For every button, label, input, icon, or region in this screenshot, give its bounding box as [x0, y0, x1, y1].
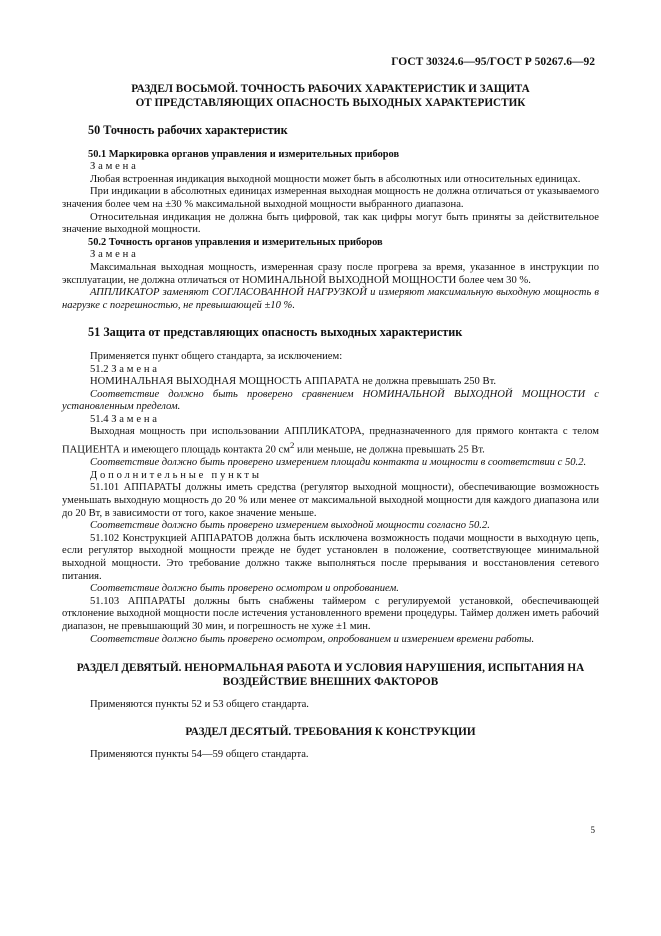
clause-51-2-replacement-label: Замена	[111, 363, 160, 375]
clause-51-4-number: 51.4	[90, 413, 109, 425]
clause-50-1-heading: 50.1 Маркировка органов управления и измерительных приборов	[88, 148, 400, 160]
clause-50-heading: 50 Точность рабочих характеристик	[88, 123, 288, 137]
clause-50-1-paragraph-3: Относительная индикация не должна быть цифровой, так как цифры могут быть приняты за действительное значение выходной мощности.	[62, 211, 599, 236]
clause-51-4-replacement-label: Замена	[111, 413, 160, 425]
section-10-text: Применяются пункты 54—59 общего стандарта.	[90, 749, 309, 761]
document-code-header: ГОСТ 30324.6—95/ГОСТ Р 50267.6—92	[391, 56, 595, 68]
clause-51-101-compliance-note: Соответствие должно быть проверено измерением выходной мощности согласно 50.2.	[90, 520, 490, 532]
clause-50-2-heading: 50.2 Точность органов управления и измерительных приборов	[88, 236, 383, 248]
clause-51-101-paragraph: 51.101 АППАРАТЫ должны иметь средства (регулятор выходной мощности), обеспечивающие возможность уменьшать выходную мощность до 20 % или менее от максимальной выходной мощности для каждого диапазона или до 20 Вт, в зависимости от того, какое значение меньше.	[62, 482, 599, 519]
clause-51-102-compliance-note: Соответствие должно быть проверено осмотром и опробованием.	[90, 583, 399, 595]
document-body	[62, 83, 599, 762]
clause-51-intro: Применяется пункт общего стандарта, за исключением:	[90, 350, 343, 362]
clause-50-2-replacement-label: Замена	[90, 249, 139, 261]
clause-51-2-label-line	[62, 364, 599, 377]
clause-50-2-paragraph-1: Максимальная выходная мощность, измеренная сразу после прогрева за время, указанное в инструкции по эксплуатации, не должна отличаться от НОМИНАЛЬНОЙ ВЫХОДНОЙ МОЩНОСТИ более чем 30 %.	[62, 261, 599, 286]
clause-51-2-compliance-note: Соответствие должно быть проверено сравнением НОМИНАЛЬНОЙ ВЫХОДНОЙ МОЩНОСТИ с установленным пределом.	[62, 388, 599, 413]
clause-51-4-paragraph	[62, 426, 599, 457]
clause-51-2-number: 51.2	[90, 363, 109, 375]
section-9-text: Применяются пункты 52 и 53 общего стандарта.	[90, 699, 309, 711]
page-number: 5	[590, 825, 595, 835]
clause-51-4-text-a: Выходная мощность при использовании АППЛИКАТОРА, предназначенного для прямого контакта с телом ПАЦИЕНТА и имеющего площадь контакта 20 см	[62, 426, 599, 456]
section-10-title: РАЗДЕЛ ДЕСЯТЫЙ. ТРЕБОВАНИЯ К КОНСТРУКЦИИ	[185, 725, 476, 738]
clause-50-2-compliance-note: АППЛИКАТОР заменяют СОГЛАСОВАННОЙ НАГРУЗКОЙ и измеряют максимальную выходную мощность в нагрузке с погрешностью, не превышающей ±10 %.	[62, 287, 599, 311]
clause-50-1-replacement-label: Замена	[90, 161, 139, 173]
additional-clauses-heading: Дополнительные пункты	[90, 469, 262, 481]
clause-51-4-compliance-note: Соответствие должно быть проверено измерением площади контакта и мощности в соответствии с 50.2.	[90, 457, 587, 469]
section-8-title-line-2: ОТ ПРЕДСТАВЛЯЮЩИХ ОПАСНОСТЬ ВЫХОДНЫХ ХАРАКТЕРИСТИК	[135, 96, 526, 109]
section-8-title-line-1: РАЗДЕЛ ВОСЬМОЙ. ТОЧНОСТЬ РАБОЧИХ ХАРАКТЕРИСТИК И ЗАЩИТА	[131, 83, 530, 95]
clause-51-4-text-b: или меньше, не должна превышать 25 Вт.	[294, 444, 485, 456]
clause-51-103-compliance-note: Соответствие должно быть проверено осмотром, опробованием и измерением времени работы.	[90, 633, 535, 645]
clause-51-103-paragraph: 51.103 АППАРАТЫ должны быть снабжены таймером с регулируемой установкой, обеспечивающей отклонение выходной мощности после истечения установленного времени процедуры. Таймер должен иметь рабочий диапазон, не превышающий 30 мин, и погрешность не хуже ±1 мин.	[62, 595, 599, 632]
clause-51-102-paragraph: 51.102 Конструкцией АППАРАТОВ должна быть исключена возможность подачи мощности в выходную цепь, если регулятор выходной мощности прежде не будет установлен в положение, соответствующее минимальной выходной мощности. Это требование должно также выполняться после прерывания и восстановления сетевого питания.	[62, 532, 599, 582]
clause-51-4-label-line	[62, 414, 599, 427]
clause-51-2-paragraph: НОМИНАЛЬНАЯ ВЫХОДНАЯ МОЩНОСТЬ АППАРАТА не должна превышать 250 Вт.	[90, 376, 497, 388]
clause-51-heading: 51 Защита от представляющих опасность выходных характеристик	[88, 325, 463, 340]
clause-50-1-paragraph-2: При индикации в абсолютных единицах измеренная выходная мощность не должна отличаться от указываемого значения более чем на ±30 % максимальной выходной мощности выбранного диапазона.	[62, 186, 599, 210]
clause-50-1-paragraph-1: Любая встроенная индикация выходной мощности может быть в абсолютных или относительных единицах.	[90, 173, 581, 185]
clause-51-4-superscript: 2	[289, 440, 295, 451]
section-9-title: РАЗДЕЛ ДЕВЯТЫЙ. НЕНОРМАЛЬНАЯ РАБОТА И УСЛОВИЯ НАРУШЕНИЯ, ИСПЫТАНИЯ НА ВОЗДЕЙСТВИЕ ВНЕШНИХ ФАКТОРОВ	[76, 662, 585, 688]
